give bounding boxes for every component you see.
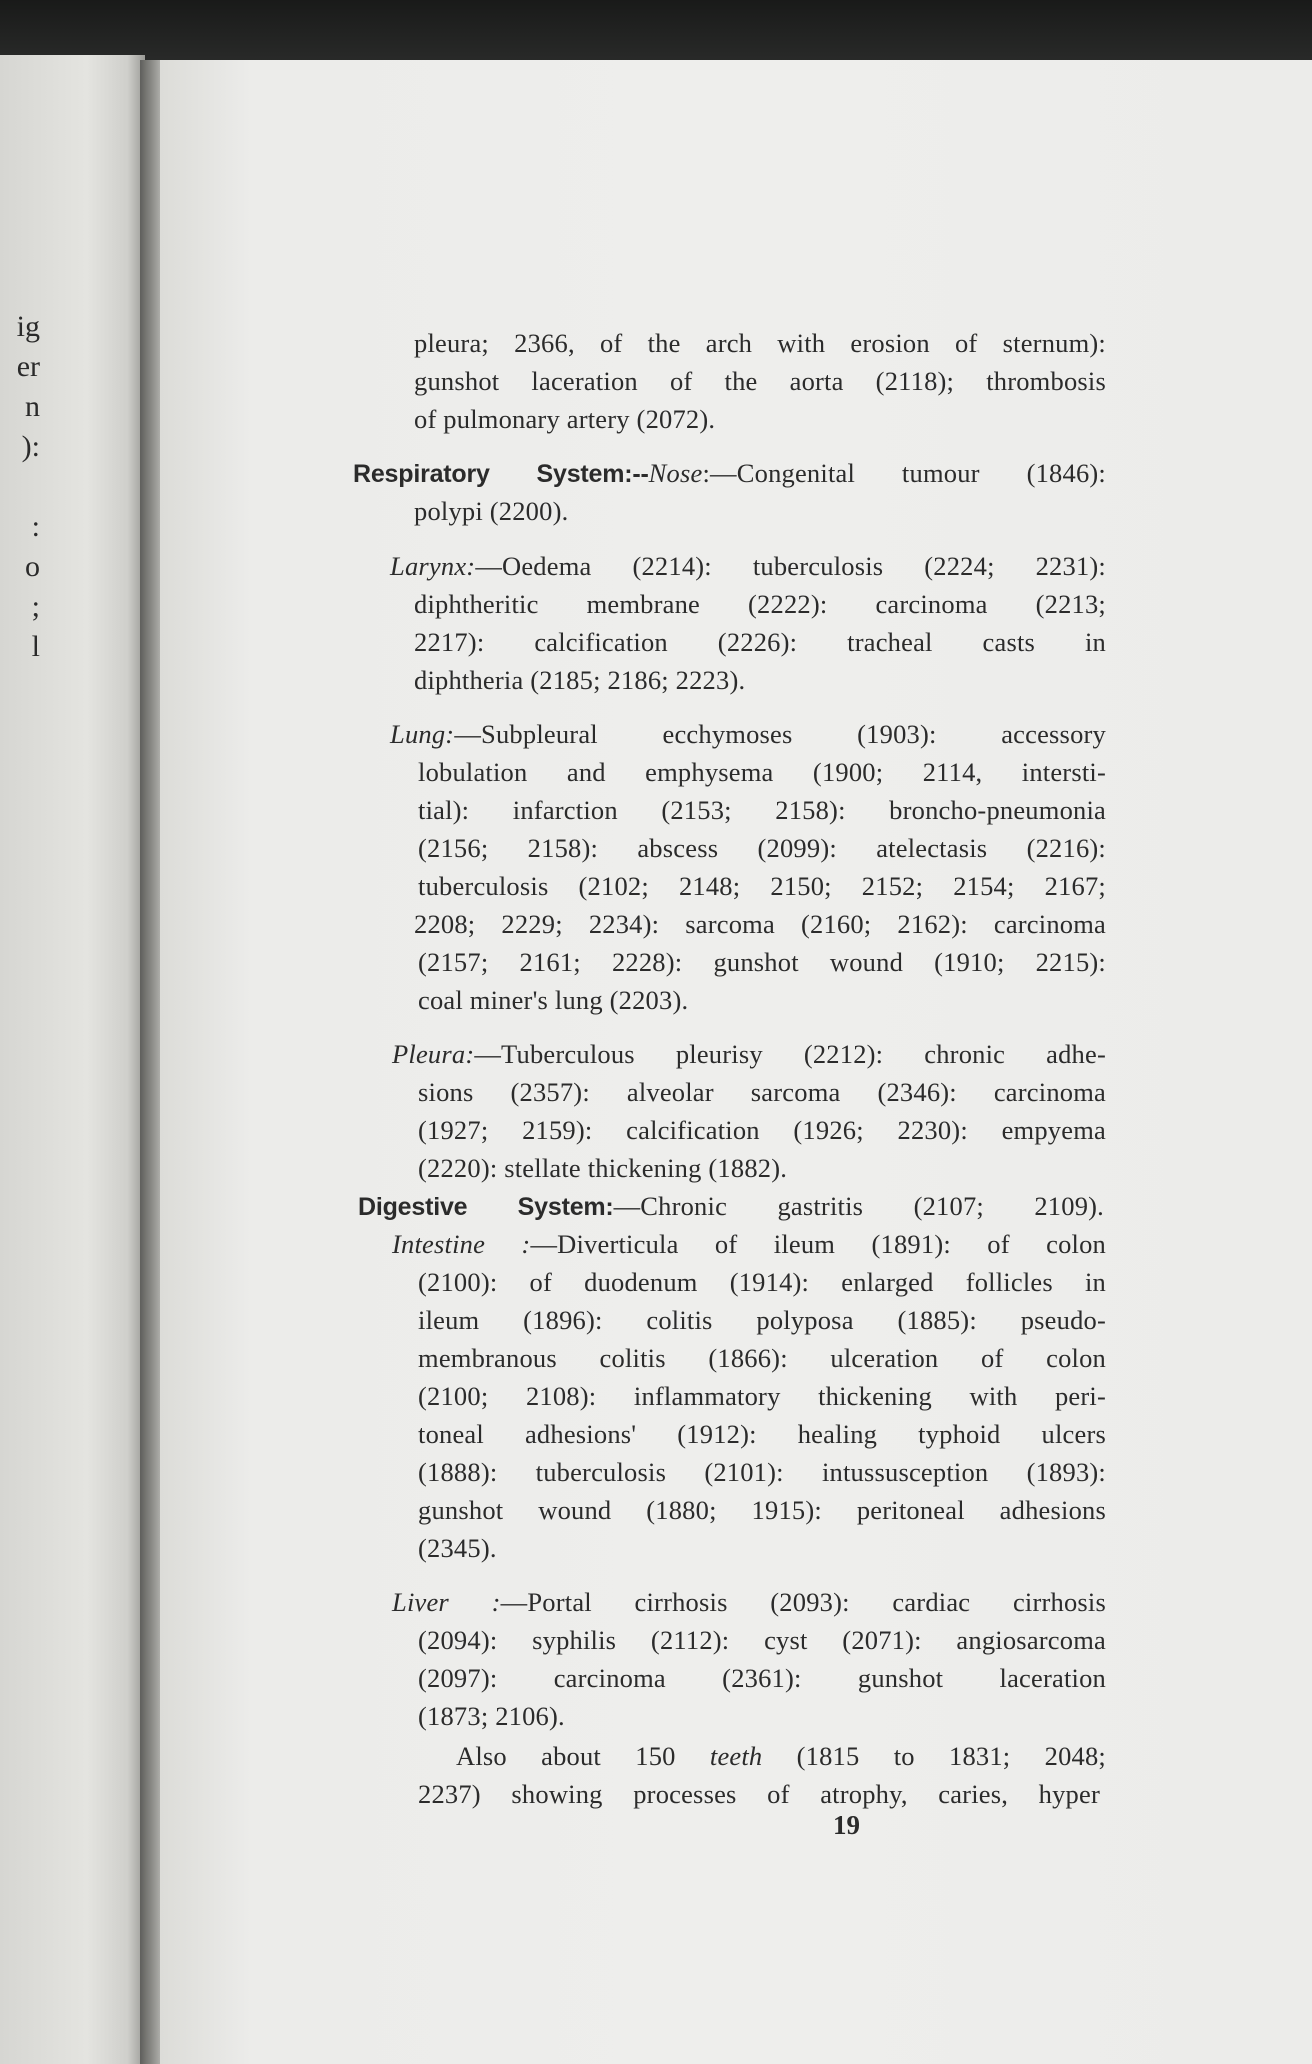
text-line	[418, 1153, 787, 1184]
text-line	[414, 366, 1106, 397]
subsection-label: Liver :	[392, 1587, 501, 1617]
book-page	[160, 60, 1312, 2064]
subsection-label: Nose	[648, 458, 703, 488]
line-text: (2157; 2161; 2228): gunshot wound (1910; 2215):	[418, 947, 1106, 977]
facing-fragment: ig	[16, 310, 40, 343]
line-text: (2345).	[418, 1533, 497, 1563]
subsection-label: Larynx:	[390, 551, 476, 581]
line-text: (1888): tuberculosis (2101): intussusception (1893):	[418, 1457, 1106, 1487]
text-line	[418, 757, 1106, 788]
line-text: membranous colitis (1866): ulceration of colon	[418, 1343, 1106, 1373]
text-line	[414, 404, 715, 435]
facing-fragment: l	[31, 630, 40, 663]
subsection-label: Lung:	[390, 719, 455, 749]
text-line	[414, 627, 1106, 658]
text-line	[358, 1191, 1104, 1222]
line-text: (2094): syphilis (2112): cyst (2071): angiosarcoma	[418, 1625, 1106, 1655]
line-text: sions (2357): alveolar sarcoma (2346): carcinoma	[418, 1077, 1106, 1107]
line-text: (2100): of duodenum (1914): enlarged follicles in	[418, 1267, 1106, 1297]
line-text: ileum (1896): colitis polyposa (1885): pseudo-	[418, 1305, 1106, 1335]
text-line	[414, 665, 745, 696]
line-text: Also about 150	[456, 1741, 710, 1771]
facing-page-text	[0, 307, 40, 667]
text-line	[418, 1419, 1106, 1450]
line-text: (1873; 2106).	[418, 1701, 565, 1731]
text-line	[418, 795, 1106, 826]
facing-fragment: ):	[21, 430, 40, 463]
line-text: tuberculosis (2102; 2148; 2150; 2152; 2154; 2167;	[418, 871, 1106, 901]
line-text: (2100; 2108): inflammatory thickening with peri-	[418, 1381, 1106, 1411]
line-text: diphtheria (2185; 2186; 2223).	[414, 665, 746, 695]
text-line	[392, 1039, 1106, 1070]
text-line	[392, 1587, 1106, 1618]
line-text: (2220): stellate thickening (1882).	[418, 1153, 788, 1183]
line-text: —Oedema (2214): tuberculosis (2224; 2231):	[475, 551, 1106, 581]
text-line	[418, 1779, 1100, 1810]
facing-fragment: ;	[31, 590, 40, 623]
line-text: tial): infarction (2153; 2158): broncho-pneumonia	[418, 795, 1106, 825]
line-text: (2156; 2158): abscess (2099): atelectasis (2216):	[418, 833, 1106, 863]
text-line	[418, 1625, 1106, 1656]
line-text: 2208; 2229; 2234): sarcoma (2160; 2162): carcinoma	[414, 909, 1106, 939]
text-line	[418, 947, 1106, 978]
line-text: coal miner's lung (2203).	[418, 985, 689, 1015]
line-text: —Portal cirrhosis (2093): cardiac cirrhosis	[500, 1587, 1107, 1617]
section-heading: Digestive System:	[358, 1193, 614, 1221]
section-heading: Respiratory System:--	[353, 460, 649, 488]
line-text: (1815 to 1831; 2048;	[762, 1741, 1106, 1771]
line-text: —Tuberculous pleurisy (2212): chronic adhe-	[474, 1039, 1106, 1069]
subsection-label: Intestine :	[392, 1229, 531, 1259]
text-line	[418, 1457, 1106, 1488]
text-line	[418, 1701, 565, 1732]
subsection-label: Pleura:	[392, 1039, 475, 1069]
page-number: 19	[833, 1810, 860, 1840]
line-text: pleura; 2366, of the arch with erosion of sternum):	[414, 328, 1106, 358]
text-line	[414, 328, 1106, 359]
line-text: 2217): calcification (2226): tracheal casts in	[414, 627, 1106, 657]
line-text: toneal adhesions' (1912): healing typhoid ulcers	[418, 1419, 1106, 1449]
text-line	[418, 1305, 1106, 1336]
text-line	[418, 1533, 497, 1564]
text-line	[390, 719, 1106, 750]
text-line	[418, 871, 1106, 902]
line-text: (1927; 2159): calcification (1926; 2230): empyema	[418, 1115, 1106, 1145]
page-text	[160, 60, 1312, 2064]
text-line	[392, 1229, 1106, 1260]
line-text: of pulmonary artery (2072).	[414, 404, 716, 434]
line-text: :—Congenital tumour (1846):	[702, 458, 1106, 488]
line-text: —Diverticula of ileum (1891): of colon	[530, 1229, 1106, 1259]
line-text: (2097): carcinoma (2361): gunshot laceration	[418, 1663, 1106, 1693]
facing-fragment	[0, 467, 40, 507]
text-line	[418, 1343, 1106, 1374]
text-line	[414, 589, 1106, 620]
text-line	[418, 1381, 1106, 1412]
text-line	[418, 833, 1106, 864]
facing-fragment: o	[25, 550, 40, 583]
line-text: polypi (2200).	[414, 496, 569, 526]
text-line	[390, 551, 1106, 582]
facing-fragment: er	[16, 350, 40, 383]
text-line	[418, 1663, 1106, 1694]
facing-page-edge	[0, 55, 145, 2064]
text-line	[418, 1077, 1106, 1108]
text-line	[456, 1741, 1106, 1772]
text-line	[418, 985, 688, 1016]
line-text: diphtheritic membrane (2222): carcinoma (2213;	[414, 589, 1106, 619]
text-line	[418, 1115, 1106, 1146]
text-line	[353, 458, 1106, 489]
facing-fragment: :	[31, 510, 40, 543]
line-text: 2237) showing processes of atrophy, caries, hyper	[418, 1779, 1100, 1809]
text-line	[414, 496, 568, 527]
line-text: gunshot laceration of the aorta (2118); thrombosis	[414, 366, 1106, 396]
line-text: gunshot wound (1880; 1915): peritoneal adhesions	[418, 1495, 1106, 1525]
text-line	[418, 1267, 1106, 1298]
facing-fragment: n	[25, 390, 40, 423]
line-text: —Chronic gastritis (2107; 2109).	[613, 1191, 1105, 1221]
line-text: lobulation and emphysema (1900; 2114, intersti-	[418, 757, 1106, 787]
text-line	[414, 909, 1106, 940]
emphasis-text: teeth	[709, 1741, 763, 1771]
line-text: —Subpleural ecchymoses (1903): accessory	[454, 719, 1106, 749]
text-line	[418, 1495, 1106, 1526]
